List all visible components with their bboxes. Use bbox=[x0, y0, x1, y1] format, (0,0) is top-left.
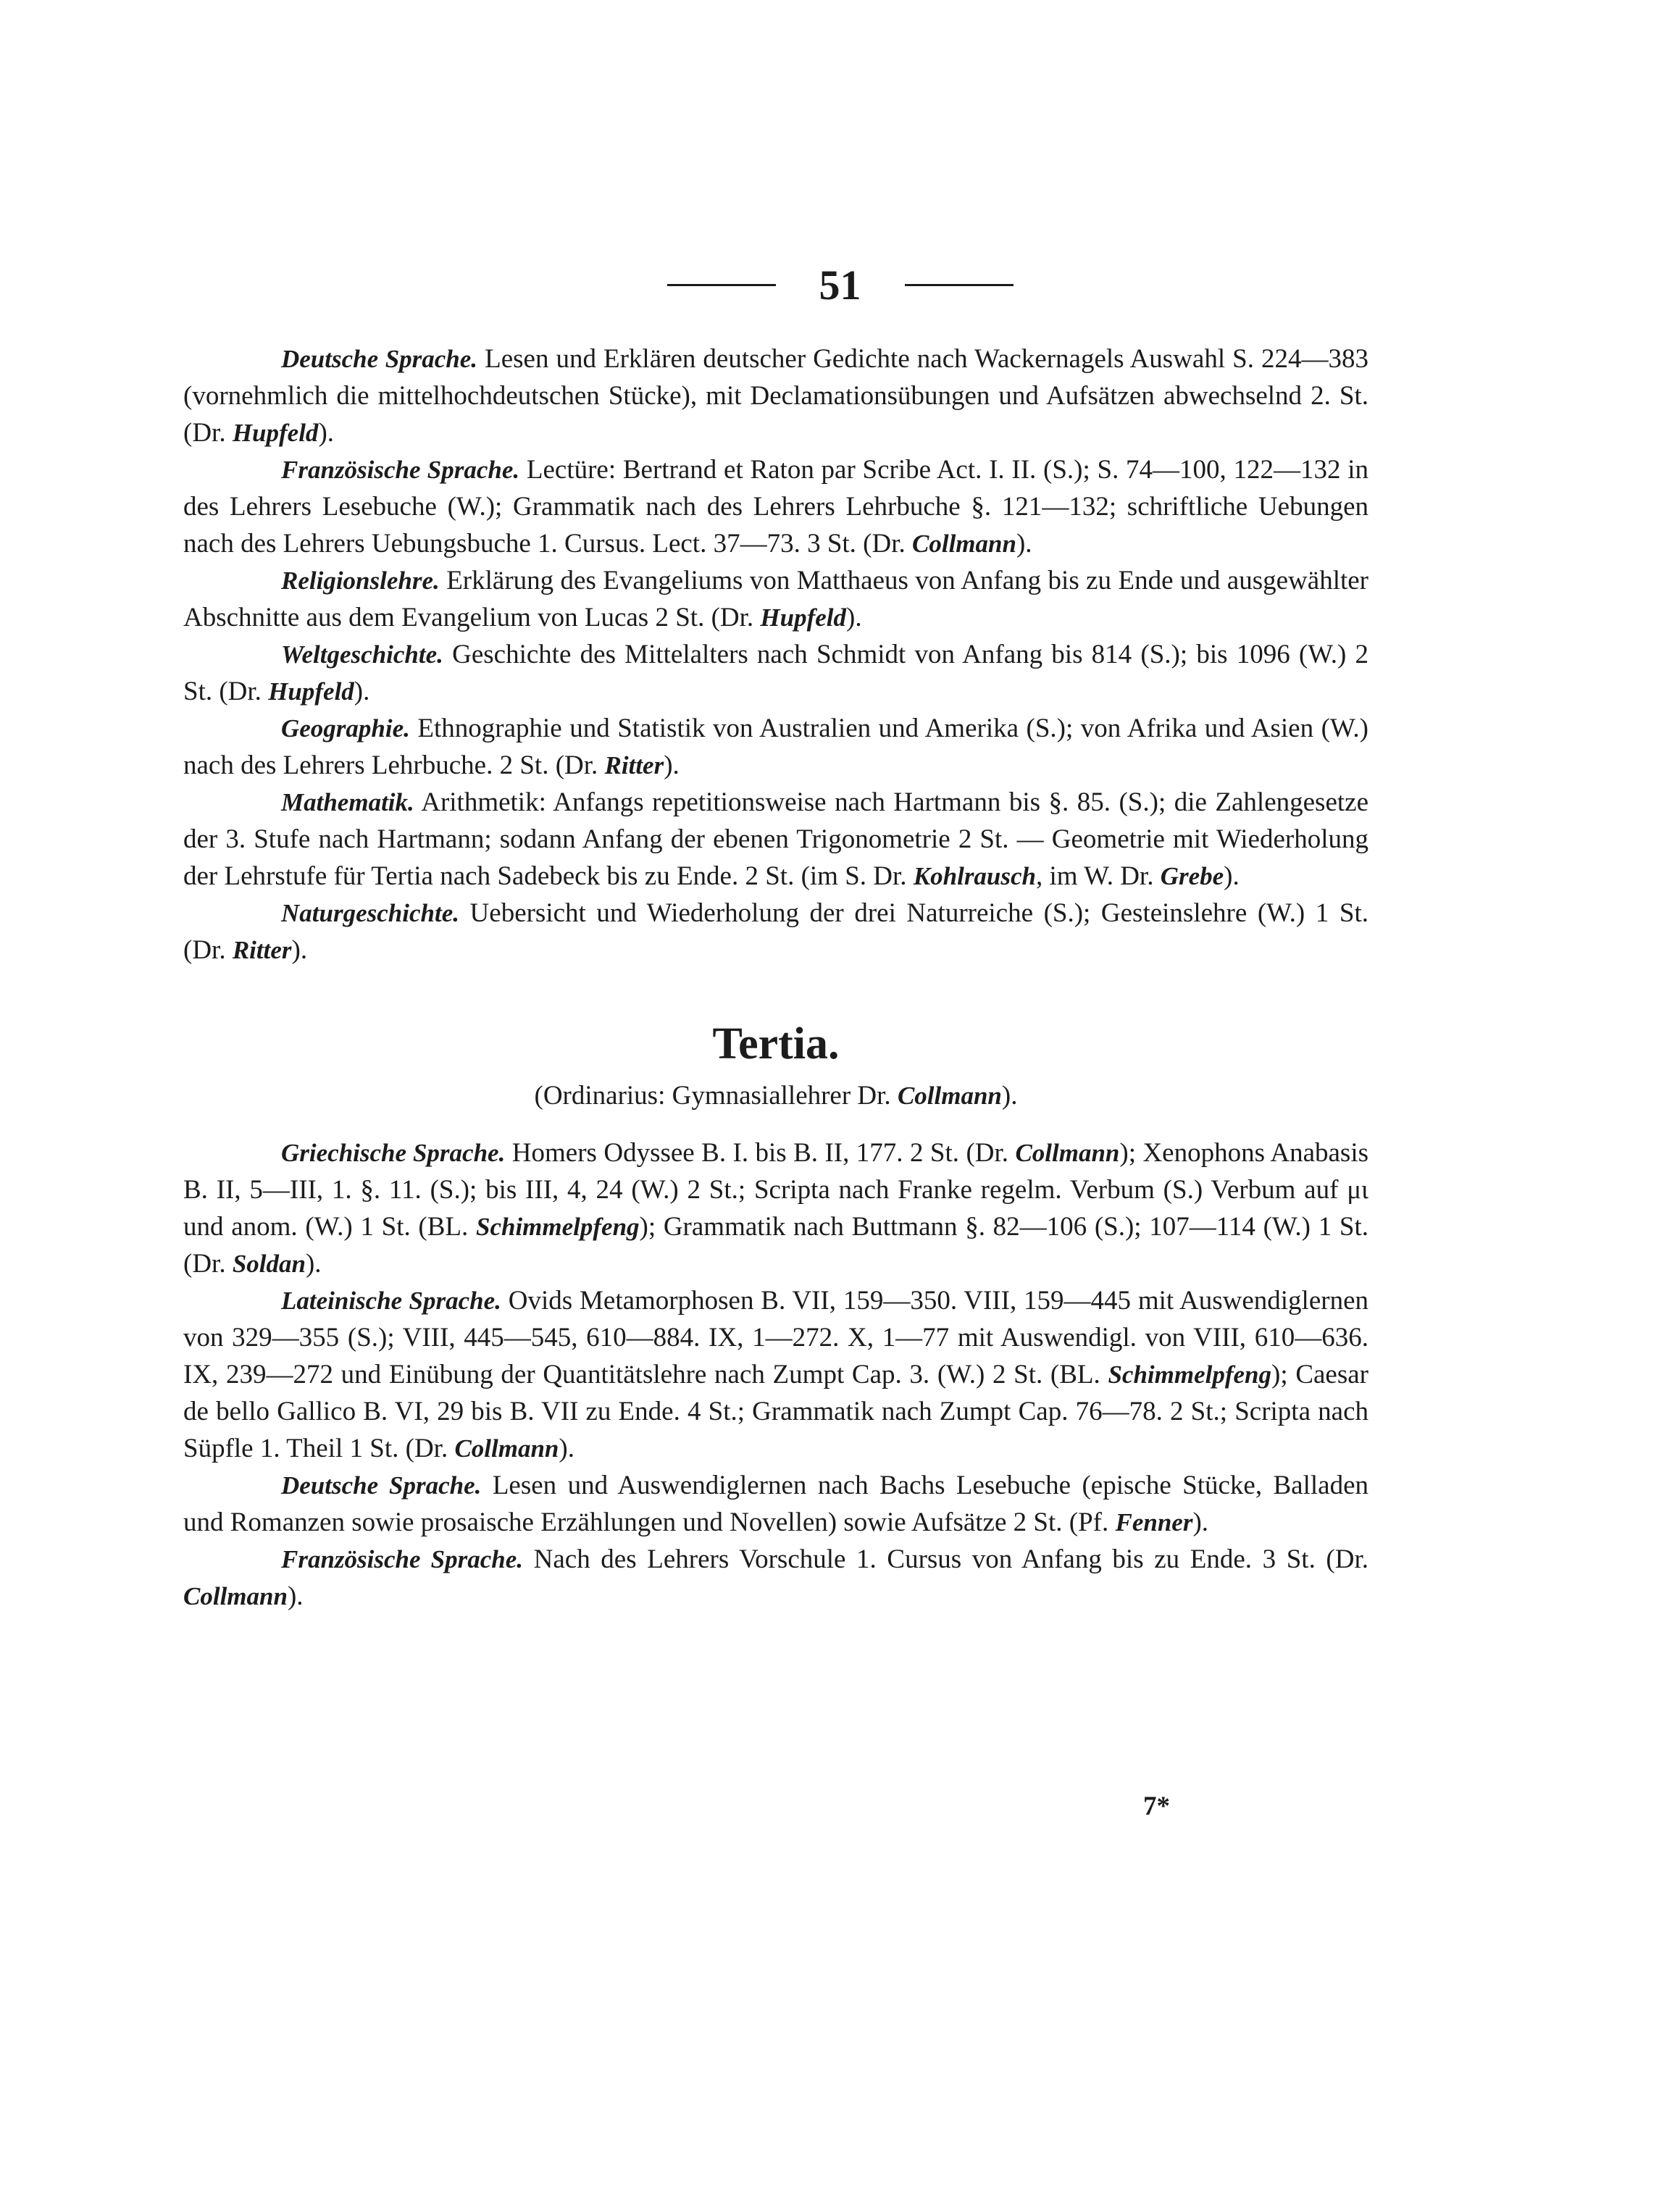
subject-entry bbox=[183, 451, 1368, 562]
subject-title: Französische Sprache. bbox=[281, 1545, 524, 1573]
header-rule-right bbox=[905, 284, 1014, 286]
entry-tail: ); Caesar de bello Gallico B. VI, 29 bis B. VII zu Ende. 4 St.; Grammatik nach Zumpt Cap. 76—78. 2 St.; Scripta nach Süpfle 1. Theil 1 St. (Dr. bbox=[183, 1360, 1368, 1463]
teacher-name: Hupfeld bbox=[268, 677, 354, 706]
ordinarius-suffix: ). bbox=[1001, 1081, 1018, 1111]
teacher-name: Grebe bbox=[1160, 862, 1224, 890]
teacher-name: Collmann bbox=[183, 1582, 288, 1610]
entry-tail: ). bbox=[664, 751, 680, 780]
subject-title: Mathematik. bbox=[281, 788, 414, 816]
subject-entry bbox=[183, 1134, 1368, 1282]
ordinarius-prefix: (Ordinarius: Gymnasiallehrer Dr. bbox=[534, 1081, 898, 1111]
subject-body: Arithmetik: Anfangs repetitionsweise nach Hartmann bis §. 85. (S.); die Zahlengesetze der 3. Stufe nach Hartmann; sodann Anfang der ebenen Trigonometrie 2 St. — Geometrie mit Wiederholung der Lehrstufe für Tertia nach Sadebeck bis zu Ende. 2 St. (im S. Dr. bbox=[183, 787, 1368, 891]
entry-tail: ); Grammatik nach Buttmann §. 82—106 (S.); 107—114 (W.) 1 St. (Dr. bbox=[183, 1212, 1368, 1279]
teacher-name: Collmann bbox=[912, 530, 1016, 558]
subject-title: Französische Sprache. bbox=[281, 456, 520, 484]
subject-entry bbox=[183, 562, 1368, 636]
teacher-name: Ritter bbox=[232, 936, 292, 964]
subject-body: Homers Odyssee B. I. bis B. II, 177. 2 St. (Dr. bbox=[505, 1138, 1016, 1168]
teacher-name: Schimmelpfeng bbox=[1108, 1360, 1272, 1389]
subject-body: Lesen und Auswendiglernen nach Bachs Lesebuche (epische Stücke, Balladen und Romanzen sowie prosaische Erzählungen und Novellen) sowie Aufsätze 2 St. (Pf. bbox=[183, 1471, 1368, 1537]
subject-entry bbox=[183, 1541, 1368, 1615]
teacher-name: Kohlrausch bbox=[913, 862, 1037, 890]
section-title: Tertia. bbox=[712, 1019, 840, 1069]
subject-body: Uebersicht und Wiederholung der drei Naturreiche (S.); Gesteinslehre (W.) 1 St. (Dr. bbox=[183, 898, 1368, 965]
teacher-name: Hupfeld bbox=[232, 419, 319, 447]
subject-title: Deutsche Sprache. bbox=[281, 1471, 482, 1500]
entry-tail: ). bbox=[305, 1249, 322, 1279]
subject-entry bbox=[183, 784, 1368, 895]
subject-body: Lectüre: Bertrand et Raton par Scribe Act. I. II. (S.); S. 74—100, 122—132 in des Lehrers Lesebuche (W.); Grammatik nach des Lehrers Lehrbuche §. 121—132; schriftliche Uebungen nach des Lehrers Uebungsbuche 1. Cursus. Lect. 37—73. 3 St. (Dr. bbox=[183, 455, 1369, 559]
entry-tail: ); Xenophons Anabasis B. II, 5—III, 1. §. 11. (S.); bis III, 4, 24 (W.) 2 St.; Scripta nach Franke regelm. Verbum (S.) Verbum auf μι und anom. (W.) 1 St. (BL. bbox=[183, 1138, 1369, 1242]
subject-entry bbox=[183, 895, 1368, 969]
teacher-name: Fenner bbox=[1115, 1508, 1193, 1536]
entry-tail: ). bbox=[1224, 861, 1240, 891]
entry-tail: ). bbox=[1192, 1508, 1209, 1537]
subject-entry bbox=[183, 1282, 1368, 1467]
subject-title: Lateinische Sprache. bbox=[281, 1287, 501, 1315]
page-body bbox=[183, 340, 1368, 1615]
subject-entry bbox=[183, 1467, 1368, 1541]
entry-tail: ). bbox=[354, 677, 370, 706]
subject-body: Ethnographie und Statistik von Australien und Amerika (S.); von Afrika und Asien (W.) nach des Lehrers Lehrbuche. 2 St. (Dr. bbox=[183, 714, 1368, 780]
entry-tail: ). bbox=[846, 603, 862, 632]
subject-title: Weltgeschichte. bbox=[281, 640, 443, 669]
entry-tail: ). bbox=[287, 1581, 304, 1611]
teacher-name: Hupfeld bbox=[760, 603, 846, 632]
teacher-name: Collmann bbox=[1015, 1139, 1120, 1167]
subject-title: Naturgeschichte. bbox=[281, 899, 459, 927]
entry-tail: , im W. Dr. bbox=[1036, 861, 1161, 891]
header-rule-left bbox=[667, 284, 776, 286]
signature-mark: 7* bbox=[1143, 1791, 1170, 1821]
entry-tail: ). bbox=[318, 418, 335, 448]
teacher-name: Ritter bbox=[604, 751, 664, 779]
subject-body: Lesen und Erklären deutscher Gedichte nach Wackernagels Auswahl S. 224—383 (vornehmlich die mittelhochdeutschen Stücke), mit Declamationsübungen und Aufsätzen abwechselnd 2. St. (Dr. bbox=[183, 344, 1368, 448]
ordinarius-name: Collmann bbox=[897, 1082, 1002, 1110]
teacher-name: Collmann bbox=[454, 1434, 559, 1463]
page-number: 51 bbox=[819, 262, 861, 309]
subject-entry bbox=[183, 340, 1368, 451]
subject-title: Religionslehre. bbox=[281, 566, 440, 595]
teacher-name: Soldan bbox=[232, 1250, 306, 1278]
ordinarius-line bbox=[183, 1077, 1368, 1114]
subject-body: Geschichte des Mittelalters nach Schmidt von Anfang bis 814 (S.); bis 1096 (W.) 2 St. (Dr. bbox=[183, 640, 1368, 706]
subject-entry bbox=[183, 710, 1368, 784]
entry-tail: ). bbox=[291, 935, 308, 965]
subject-title: Geographie. bbox=[281, 714, 410, 743]
entry-tail: ). bbox=[1016, 529, 1032, 559]
subject-entry bbox=[183, 636, 1368, 710]
subject-body: Erklärung des Evangeliums von Matthaeus von Anfang bis zu Ende und ausgewählter Abschnitte aus dem Evangelium von Lucas 2 St. (Dr. bbox=[183, 566, 1368, 632]
entry-tail: ). bbox=[559, 1434, 574, 1463]
teacher-name: Schimmelpfeng bbox=[475, 1213, 640, 1241]
subject-title: Griechische Sprache. bbox=[281, 1139, 506, 1167]
subject-title: Deutsche Sprache. bbox=[281, 345, 478, 373]
page-header bbox=[0, 261, 1680, 309]
subject-body: Ovids Metamorphosen B. VII, 159—350. VIII, 159—445 mit Auswendiglernen von 329—355 (S.); VIII, 445—545, 610—884. IX, 1—272. X, 1—77 mit Auswendigl. von VIII, 610—636. IX, 239—272 und Einübung der Quantitätslehre nach Zumpt Cap. 3. (W.) 2 St. (BL. bbox=[183, 1286, 1368, 1389]
subject-body: Nach des Lehrers Vorschule 1. Cursus von Anfang bis zu Ende. 3 St. (Dr. bbox=[523, 1544, 1368, 1574]
